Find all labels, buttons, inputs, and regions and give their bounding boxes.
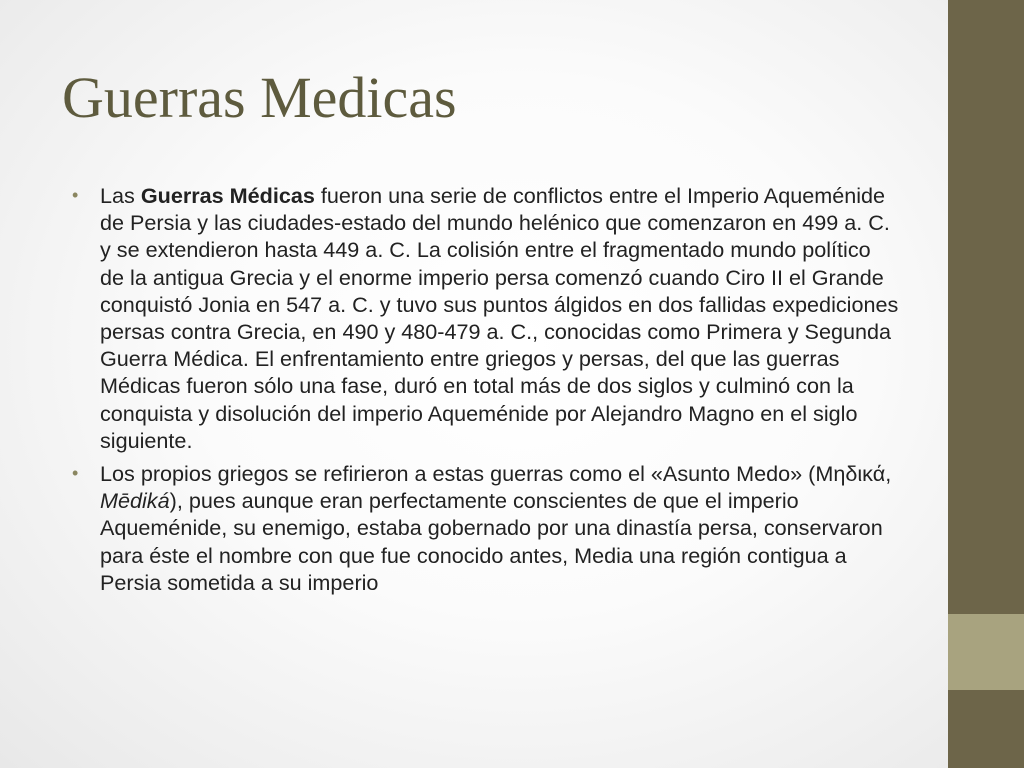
bullet-item bbox=[72, 460, 900, 596]
bullet-text-run: fueron una serie de conflictos entre el Imperio Aqueménide de Persia y las ciudades-estado del mundo helénico que comenzaron en 499 a. C. y se extendieron hasta 449 a. C. La colisión entre el fragmentado mundo político de la antigua Grecia y el enorme imperio persa comenzó cuando Ciro II el Grande conquistó Jonia en 547 a. C. y tuvo sus puntos álgidos en dos fallidas expediciones persas contra Grecia, en 490 y 480-479 a. C., conocidas como Primera y Segunda Guerra Médica. El enfrentamiento entre griegos y persas, del que las guerras Médicas fueron sólo una fase, duró en total más de dos siglos y culminó con la conquista y disolución del imperio Aqueménide por Alejandro Magno en el siglo siguiente. bbox=[100, 183, 899, 453]
bullet-text-bold: Guerras Médicas bbox=[140, 183, 315, 208]
bullet-item bbox=[72, 182, 900, 454]
bullet-text-run: Los propios griegos se refirieron a estas guerras como el «Asunto Medo» (Μηδικά, bbox=[100, 461, 892, 487]
bullet-text bbox=[100, 461, 891, 595]
side-decoration-band bbox=[948, 0, 1024, 768]
bullet-marker-icon: • bbox=[72, 463, 79, 484]
bullet-text-italic: Mēdiká bbox=[100, 488, 170, 514]
bullet-text-run: ), pues aunque eran perfectamente conscientes de que el imperio Aqueménide, su enemigo, estaba gobernado por una dinastía persa, conservaron para éste el nombre con que fue conocido antes, Media una región contigua a Persia sometida a su imperio bbox=[100, 488, 883, 595]
bullet-list bbox=[72, 182, 900, 602]
bullet-marker-icon: • bbox=[72, 185, 79, 205]
side-decoration-accent bbox=[948, 614, 1024, 690]
bullet-text bbox=[100, 183, 898, 453]
slide-title: Guerras Medicas bbox=[62, 65, 457, 130]
bullet-text-run: Las bbox=[100, 183, 141, 208]
